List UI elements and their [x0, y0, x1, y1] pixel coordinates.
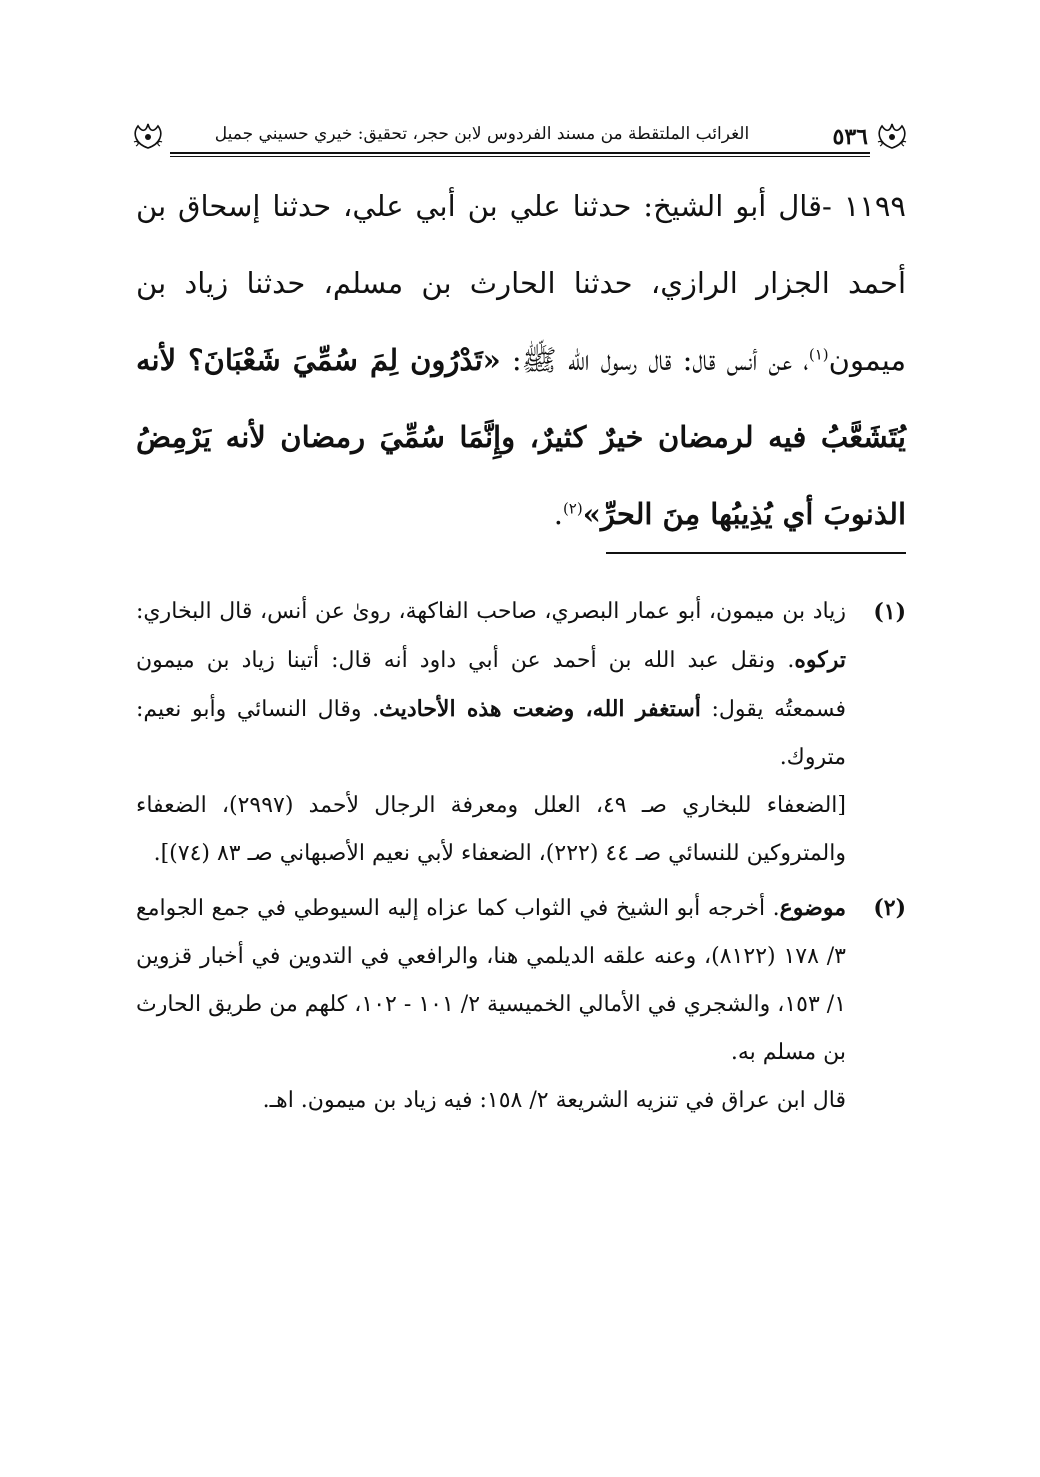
header-rule-thin — [170, 156, 870, 157]
footnote-bold-text: تركوه — [794, 647, 846, 673]
footnote-2 — [136, 884, 906, 1125]
hadith-isnad: ١١٩٩ -قال أبو الشيخ: حدثنا علي بن أبي علي، حدثنا إسحاق بن أحمد الجزار الرازي، حدثنا الحارث بن مسلم، حدثنا زياد بن ميمون — [136, 189, 906, 377]
footnote-text: . وقال النسائي وأبو نعيم: متروك. — [136, 697, 846, 770]
footnote-separator — [606, 552, 906, 554]
footnote-bold-text: أستغفر الله، وضعت هذه الأحاديث — [379, 696, 701, 722]
page-number: ٥٣٦ — [832, 124, 868, 150]
floral-ornament-icon — [874, 120, 910, 150]
footnote-bold-text: موضوع — [779, 895, 846, 921]
footnote-text: . أخرجه أبو الشيخ في الثواب كما عزاه إليه السيوطي في جمع الجوامع ٣/ ١٧٨ (٨١٢٢)، وعنه علقه الديلمي هنا، والرافعي في التدوين في أخبار قزوين ١/ ١٥٣، والشجري في الأمالي الخميسية ٢/ ١٠١ - ١٠٢، كلهم من طريق الحارث بن مسلم به. — [136, 896, 847, 1065]
footnote-body — [136, 884, 846, 1077]
footnote-number: (١) — [873, 599, 906, 625]
footnote-marker-1[interactable]: (١) — [808, 345, 829, 364]
footnote-number: (٢) — [873, 895, 906, 921]
header-rule — [170, 152, 870, 154]
hadith-text — [136, 168, 906, 553]
footnote-text: زياد بن ميمون، أبو عمار البصري، صاحب الفاكهة، روىٰ عن أنس، قال البخاري: — [136, 599, 846, 624]
hadith-matn: «تَدْرُون لِمَ سُمِّيَ شَعْبَانَ؟ لأنه يُتَشَعَّبُ فيه لرمضان خيرٌ كثيرٌ، وإِنَّمَا سُمِّيَ رمضان لأنه يَرْمِضُ الذنوبَ أي يُذِيبُها مِنَ الحرِّ» — [136, 343, 906, 531]
footnotes — [136, 588, 906, 1125]
footnote-marker-2[interactable]: (٢) — [562, 499, 583, 518]
footnote-references: [الضعفاء للبخاري صـ ٤٩، العلل ومعرفة الرجال لأحمد (٢٩٩٧)، الضعفاء والمتروكين للنسائي صـ ٤٤ (٢٢٢)، الضعفاء لأبي نعيم الأصبهاني صـ ٨٣ (٧٤)]. — [136, 793, 846, 866]
hadith-end-punct: . — [553, 497, 563, 531]
footnote-text: . ونقل عبد الله بن أحمد عن أبي داود أنه قال: أتينا زياد بن ميمون فسمعتُه يقول: — [136, 648, 846, 722]
running-header — [130, 118, 910, 158]
floral-ornament-icon — [130, 120, 166, 150]
footnote-1 — [136, 588, 906, 878]
running-title: الغرائب الملتقطة من مسند الفردوس لابن حجر، تحقيق: خيري حسيني جميل — [214, 124, 750, 144]
hadith-isnad-continued: ، عن أنس قال: قال رسول الله ﷺ: — [500, 343, 809, 377]
footnote-body — [136, 588, 846, 782]
footnote-quote: قال ابن عراق في تنزيه الشريعة ٢/ ١٥٨: فيه زياد بن ميمون. اهـ. — [262, 1088, 846, 1113]
